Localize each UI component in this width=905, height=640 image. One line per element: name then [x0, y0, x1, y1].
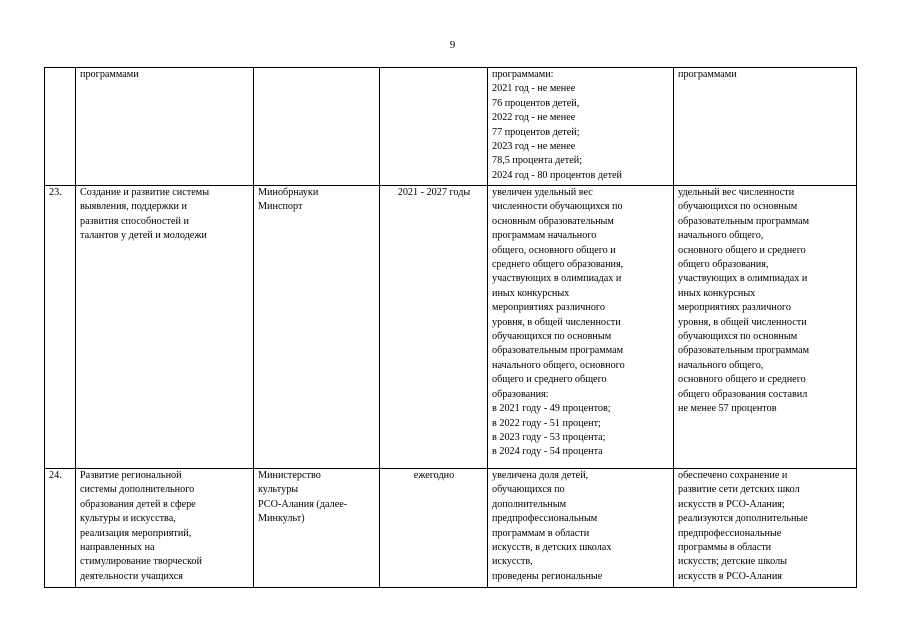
term-cell: ежегодно	[380, 469, 488, 588]
measure-name-cell: Создание и развитие системы выявления, поддержки и развития способностей и талантов у детей и молодежи	[76, 186, 254, 469]
expected-result-cell: увеличен удельный вес численности обучающихся по основным образовательным программам начального общего, основного общего и среднего общего образования, участвующих в олимпиадах и иных конкурсных мероприятиях различного уровня, в общей численности обучающихся по основным образовательным программам начального общего, основного общего и среднего общего образования: в 2021 году - 49 процентов; в 2022 году - 51 процент; в 2023 году - 53 процента; в 2024 году - 54 процента	[488, 186, 674, 469]
indicator-cell: обеспечено сохранение и развитие сети детских школ искусств в РСО-Алания; реализуются дополнительные предпрофессиональные программы в области искусств; детские школы искусств в РСО-Алания	[674, 469, 857, 588]
expected-result-cell: увеличена доля детей, обучающихся по дополнительным предпрофессиональным программам в области искусств, в детских школах искусств, проведены региональные	[488, 469, 674, 588]
executor-cell: Минобрнауки Минспорт	[254, 186, 380, 469]
table-row	[45, 186, 857, 469]
executor-cell: Министерство культуры РСО-Алания (далее- Минкульт)	[254, 469, 380, 588]
row-number-cell: 24.	[45, 469, 76, 588]
measure-name-cell: Развитие региональной системы дополнительного образования детей в сфере культуры и искусства, реализация мероприятий, направленных на стимулирование творческой деятельности учащихся	[76, 469, 254, 588]
table-row	[45, 68, 857, 186]
measures-table	[44, 67, 857, 588]
term-cell	[380, 68, 488, 186]
row-number-cell: 23.	[45, 186, 76, 469]
page-number: 9	[449, 39, 456, 51]
indicator-cell: программами	[674, 68, 857, 186]
executor-cell	[254, 68, 380, 186]
table-row	[45, 469, 857, 588]
expected-result-cell: программами: 2021 год - не менее 76 процентов детей, 2022 год - не менее 77 процентов детей; 2023 год - не менее 78,5 процента детей; 2024 год - 80 процентов детей	[488, 68, 674, 186]
indicator-cell: удельный вес численности обучающихся по основным образовательным программам начального общего, основного общего и среднего общего образования, участвующих в олимпиадах и иных конкурсных мероприятиях различного уровня, в общей численности обучающихся по основным образовательным программам начального общего, основного общего и среднего общего образования составил не менее 57 процентов	[674, 186, 857, 469]
term-cell: 2021 - 2027 годы	[380, 186, 488, 469]
measure-name-cell: программами	[76, 68, 254, 186]
row-number-cell	[45, 68, 76, 186]
